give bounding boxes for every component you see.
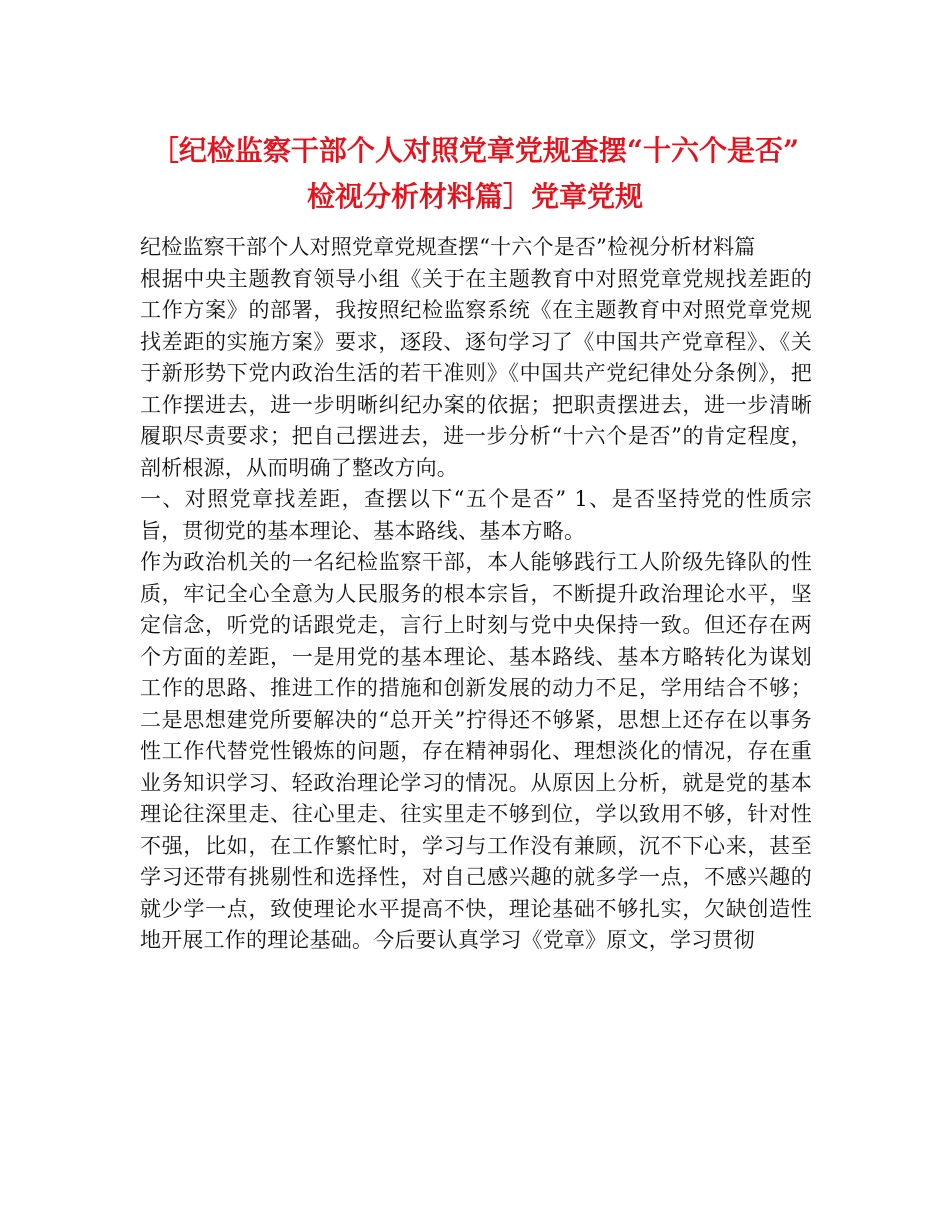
body-paragraph: 根据中央主题教育领导小组《关于在主题教育中对照党章党规找差距的工作方案》的部署，我按照纪检监察系统《在主题教育中对照党章党规找差距的实施方案》要求，逐段、逐句学习了《中国共产党章程》、《关于新形势下党内政治生活的若干准则》《中国共产党纪律处分条例》，把工作摆进去，进一步明晰纠纪办案的依据；把职责摆进去，进一步清晰履职尽责要求；把自己摆进去，进一步分析“十六个是否”的肯定程度，剖析根源，从而明确了整改方向。	[140, 266, 812, 480]
body-paragraph: 纪检监察干部个人对照党章党规查摆“十六个是否”检视分析材料篇	[140, 235, 756, 259]
document-title-line-1: ［纪检监察干部个人对照党章党规查摆“十六个是否”	[150, 134, 800, 167]
body-paragraph: 一、对照党章找差距，查摆以下“五个是否” 1、是否坚持党的性质宗旨，贯彻党的基本理论、基本路线、基本方略。	[140, 487, 812, 543]
body-paragraph: 作为政治机关的一名纪检监察干部，本人能够践行工人阶级先锋队的性质，牢记全心全意为人民服务的根本宗旨，不断提升政治理论水平，坚定信念，听党的话跟党走，言行上时刻与党中央保持一致。但还存在两个方面的差距，一是用党的基本理论、基本路线、基本方略转化为谋划工作的思路、推进工作的措施和创新发展的动力不足，学用结合不够；二是思想建党所要解决的“总开关”拧得还不够紧，思想上还存在以事务性工作代替党性锻炼的问题，存在精神弱化、理想淡化的情况，存在重业务知识学习、轻政治理论学习的情况。从原因上分析，就是党的基本理论往深里走、往心里走、往实里走不够到位，学以致用不够，针对性不强，比如，在工作繁忙时，学习与工作没有兼顾，沉不下心来，甚至学习还带有挑剔性和选择性，对自己感兴趣的就多学一点，不感兴趣的就少学一点，致使理论水平提高不快，理论基础不够扎实，欠缺创造性地开展工作的理论基础。今后要认真学习《党章》原文，学习贯彻	[140, 550, 812, 952]
document-body	[140, 232, 812, 957]
document-title-line-2: 检视分析材料篇］党章党规	[306, 180, 643, 213]
